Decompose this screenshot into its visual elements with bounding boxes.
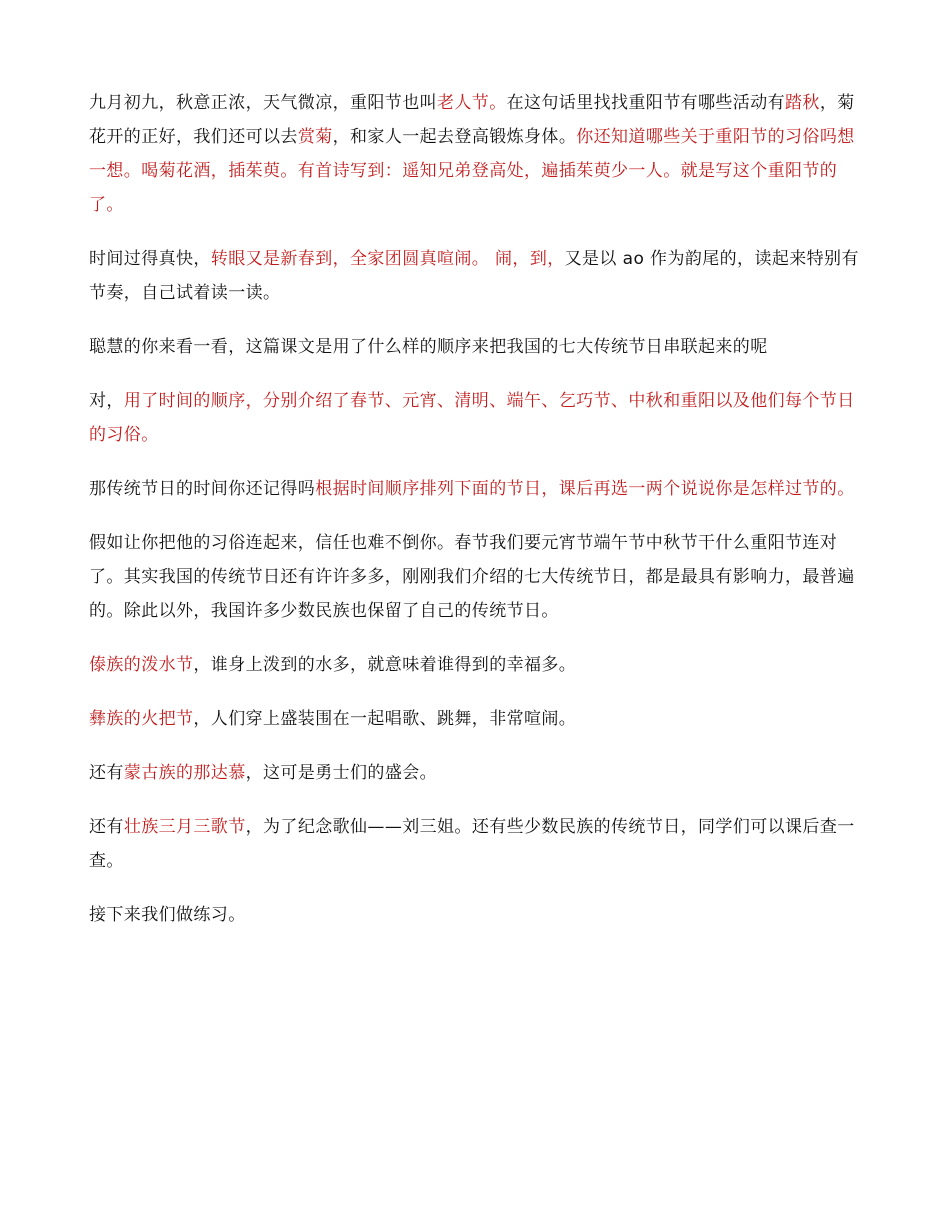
text-span: 还有 — [89, 763, 124, 783]
text-span: 在这句话里找找重阳节有哪些活动有 — [506, 93, 786, 113]
paragraph-festival-times — [89, 472, 864, 506]
text-span: ，菊花开的正好，我们还可以去 — [89, 93, 855, 147]
paragraph-mongol-naadam — [89, 756, 864, 790]
text-span: 那传统节日的时间你还记得吗 — [89, 479, 316, 499]
document-body — [89, 86, 864, 952]
highlight-span: 你还知道哪些关于重阳节的习俗吗想一想。喝菊花酒，插茱萸。有首诗写到：遥知兄弟登高处，遍插茱萸少一人。就是写这个重阳节的了。 — [89, 127, 855, 215]
text-span: ，和家人一起去登高锻炼身体。 — [332, 127, 577, 147]
paragraph-question-order — [89, 330, 864, 364]
paragraph-yi-torch-festival — [89, 702, 864, 736]
highlight-span: 踏秋 — [785, 93, 820, 113]
text-span: 时间过得真快， — [89, 249, 211, 269]
highlight-span: 用了时间的顺序，分别介绍了春节、元宵、清明、端午、乞巧节、中秋和重阳以及他们每个节日的习俗。 — [89, 391, 855, 445]
highlight-span: 蒙古族的那达慕 — [123, 763, 246, 783]
text-span: ，谁身上泼到的水多，就意味着谁得到的幸福多。 — [193, 655, 577, 675]
text-span: 假如让你把他的习俗连起来，信任也难不倒你。春节我们要元宵节端午节中秋节干什么重阳节连对了。其实我国的传统节日还有许许多多，刚刚我们介绍的七大传统节日，都是最具有影响力，最普遍的。除此以外，我国许多少数民族也保留了自己的传统节日。 — [89, 533, 855, 621]
highlight-span: 傣族的泼水节 — [89, 655, 194, 675]
paragraph-exercise — [89, 898, 864, 932]
text-span: 对， — [89, 391, 124, 411]
highlight-span: 转眼又是新春到，全家团圆真喧闹。 闹，到， — [210, 249, 565, 269]
paragraph-chongyang — [89, 86, 864, 222]
paragraph-answer-order — [89, 384, 864, 452]
highlight-span: 老人节。 — [437, 93, 507, 113]
paragraph-zhuang-song-festival — [89, 810, 864, 878]
highlight-span: 赏菊 — [297, 127, 333, 147]
text-span: 聪慧的你来看一看，这篇课文是用了什么样的顺序来把我国的七大传统节日串联起来的呢 — [89, 337, 768, 357]
text-span: ，人们穿上盛装围在一起唱歌、跳舞，非常喧闹。 — [193, 709, 577, 729]
text-span: 还有 — [89, 817, 124, 837]
paragraph-dai-water-festival — [89, 648, 864, 682]
paragraph-spring-festival — [89, 242, 864, 310]
text-span: ，为了纪念歌仙——刘三姐。还有些少数民族的传统节日，同学们可以课后查一查。 — [89, 817, 855, 871]
text-span: 九月初九，秋意正浓，天气微凉，重阳节也叫 — [89, 93, 437, 113]
text-span: 又是以 ao 作为韵尾的，读起来特别有节奏，自己试着读一读。 — [89, 249, 859, 303]
text-span: ，这可是勇士们的盛会。 — [245, 763, 438, 783]
highlight-span: 壮族三月三歌节 — [123, 817, 246, 837]
highlight-span: 根据时间顺序排列下面的节日，课后再选一两个说说你是怎样过节的。 — [315, 479, 855, 499]
text-span: 接下来我们做练习。 — [89, 905, 246, 925]
paragraph-customs — [89, 526, 864, 628]
highlight-span: 彝族的火把节 — [89, 709, 194, 729]
